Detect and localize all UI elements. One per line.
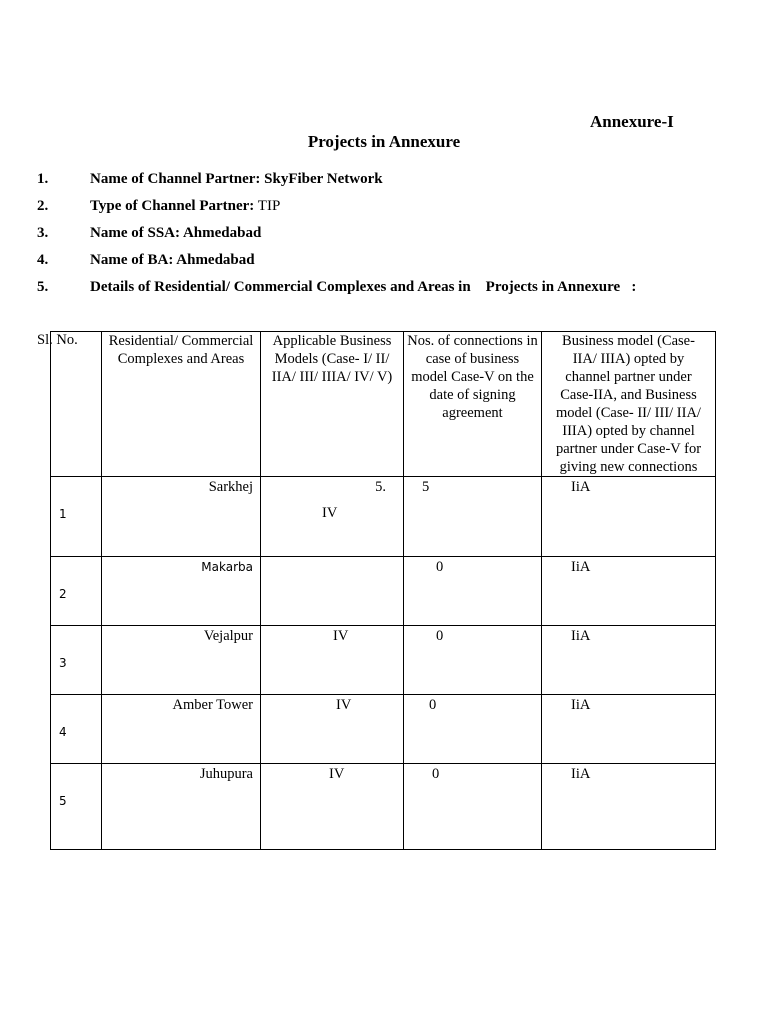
connections-value: 5 [422, 479, 430, 495]
business-cell [542, 626, 716, 695]
sl-number: 1 [59, 507, 67, 521]
header-connections: Nos. of connections in case of business model Case-V on the date of signing agreement [404, 332, 542, 477]
model-cell [261, 477, 404, 557]
item-value: Ahmedabad [182, 225, 262, 241]
sl-number: 3 [59, 656, 67, 670]
model-cell [261, 695, 404, 764]
connections-cell [404, 695, 542, 764]
header-business-models: Applicable Business Models (Case- I/ II/ IIA/ III/ IIIA/ IV/ V) [261, 332, 404, 477]
sl-cell [51, 557, 102, 626]
item-label: Name of Channel Partner: [90, 171, 261, 187]
model-value: IV [329, 766, 345, 782]
area-name: Sarkhej [208, 479, 253, 495]
model-value: 5. [375, 479, 386, 495]
connections-cell [404, 626, 542, 695]
item-number: 2. [37, 198, 49, 214]
connections-cell [404, 477, 542, 557]
item-label: Details of Residential/ Commercial Complexes and Areas in [90, 279, 471, 295]
model-value: IV [333, 628, 349, 644]
sl-number: 5 [59, 794, 67, 808]
model-cell [261, 764, 404, 850]
table-header-row [51, 332, 716, 477]
item-text [90, 171, 383, 188]
area-cell [102, 557, 261, 626]
model-value-secondary: IV [322, 505, 338, 521]
table-row [51, 557, 716, 626]
connections-value: 0 [432, 766, 440, 782]
table-row [51, 764, 716, 850]
sl-cell [51, 477, 102, 557]
header-area: Residential/ Commercial Complexes and Areas [102, 332, 261, 477]
area-name: Juhupura [199, 766, 253, 782]
sl-cell [51, 626, 102, 695]
model-cell [261, 557, 404, 626]
table-row [51, 477, 716, 557]
sl-cell [51, 764, 102, 850]
business-cell [542, 557, 716, 626]
item-label: Name of BA: [90, 252, 174, 268]
area-name: Vejalpur [203, 628, 253, 644]
item-value: Projects in Annexure : [485, 279, 637, 295]
item-label: Type of Channel Partner: [90, 198, 255, 214]
item-label: Name of SSA: [90, 225, 180, 241]
business-value: IiA [571, 697, 591, 713]
table-row [51, 626, 716, 695]
business-value: IiA [571, 479, 591, 495]
item-value: TIP [257, 198, 281, 214]
business-value: IiA [571, 766, 591, 782]
connections-value: 0 [436, 628, 444, 644]
header-sl-no: Sl. No. [37, 332, 78, 348]
projects-table [50, 331, 716, 850]
area-cell [102, 626, 261, 695]
header-sl-cell [51, 332, 102, 477]
business-cell [542, 695, 716, 764]
annexure-label: Annexure-I [590, 112, 674, 131]
item-text [90, 252, 255, 269]
item-number: 3. [37, 225, 49, 241]
business-value: IiA [571, 628, 591, 644]
item-value: SkyFiber Network [264, 171, 383, 187]
area-cell [102, 477, 261, 557]
area-name: Amber Tower [172, 697, 253, 713]
business-cell [542, 764, 716, 850]
item-number: 4. [37, 252, 49, 268]
item-text [90, 225, 261, 242]
item-text [90, 198, 280, 215]
connections-cell [404, 557, 542, 626]
connections-value: 0 [429, 697, 437, 713]
item-value: Ahmedabad [176, 252, 255, 268]
business-value: IiA [571, 559, 591, 575]
area-cell [102, 764, 261, 850]
model-cell [261, 626, 404, 695]
model-value: IV [336, 697, 352, 713]
item-number: 1. [37, 171, 49, 187]
area-cell [102, 695, 261, 764]
sl-number: 2 [59, 587, 67, 601]
connections-cell [404, 764, 542, 850]
item-text [90, 279, 636, 296]
business-cell [542, 477, 716, 557]
page-title: Projects in Annexure [307, 132, 461, 151]
connections-value: 0 [436, 559, 444, 575]
item-number: 5. [37, 279, 49, 295]
header-business-model-opted: Business model (Case- IIA/ IIIA) opted by channel partner under Case-IIA, and Business model (Case- II/ III/ IIA/ IIIA) opted by channel partner under Case-V for giving new connections [542, 332, 716, 477]
sl-cell [51, 695, 102, 764]
table-row [51, 695, 716, 764]
area-name: Makarba [201, 560, 253, 574]
sl-number: 4 [59, 725, 67, 739]
